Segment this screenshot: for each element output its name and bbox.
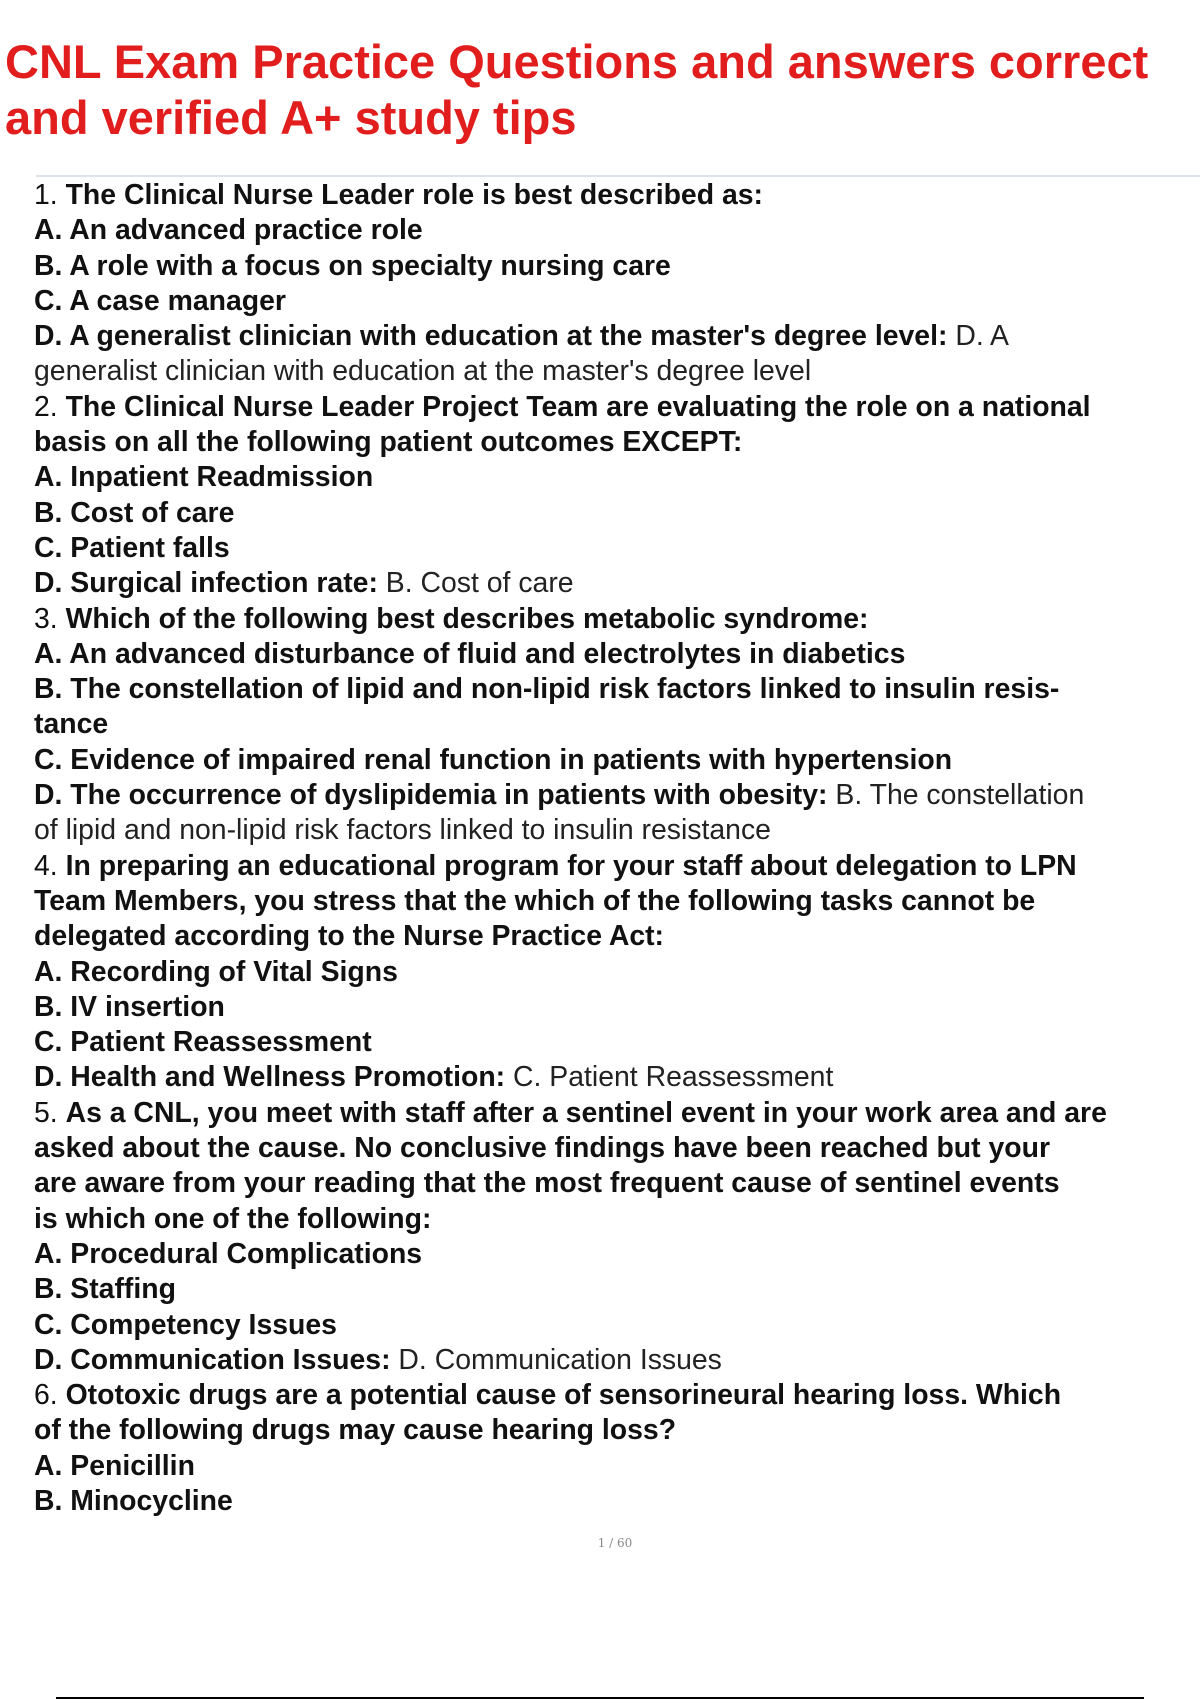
question-2-answer: B. Cost of care xyxy=(385,567,574,600)
question-5-option-b: B. Staffing xyxy=(34,1273,176,1306)
question-3-stem: 3. Which of the following best describes metabolic syndrome: xyxy=(34,602,869,635)
question-5-stem: 5. As a CNL, you meet with staff after a sentinel event in your work area and are xyxy=(34,1096,1107,1129)
question-2-option-d: D. Surgical infection rate: B. Cost of care xyxy=(34,567,574,600)
question-4-option-a: A. Recording of Vital Signs xyxy=(34,955,398,988)
question-5-stem-cont-3: is which one of the following: xyxy=(34,1202,432,1235)
question-4-option-b: B. IV insertion xyxy=(34,990,225,1023)
question-list xyxy=(34,178,1200,1519)
question-1-option-c: C. A case manager xyxy=(34,284,286,317)
question-5-option-d: D. Communication Issues: D. Communication Issues xyxy=(34,1343,722,1376)
question-5-answer: D. Communication Issues xyxy=(398,1343,722,1376)
question-1-option-d: D. A generalist clinician with education at the master's degree level: D. A xyxy=(34,320,1009,353)
question-5-option-a: A. Procedural Complications xyxy=(34,1237,423,1270)
question-4-option-d: D. Health and Wellness Promotion: C. Patient Reassessment xyxy=(34,1061,834,1094)
question-4-answer: C. Patient Reassessment xyxy=(513,1061,834,1094)
question-4-stem-cont-2: delegated according to the Nurse Practice Act: xyxy=(34,920,665,953)
footer-divider xyxy=(56,1697,1144,1699)
question-1-answer: D. A xyxy=(955,320,1009,353)
question-5-option-c: C. Competency Issues xyxy=(34,1308,337,1341)
title-line-1: CNL Exam Practice Questions and answers correct xyxy=(5,35,1149,88)
question-5-stem-cont-1: asked about the cause. No conclusive findings have been reached but your xyxy=(34,1132,1051,1165)
question-4-option-c: C. Patient Reassessment xyxy=(34,1026,372,1059)
question-3-answer-cont: of lipid and non-lipid risk factors linked to insulin resistance xyxy=(34,814,771,847)
question-2-stem-cont: basis on all the following patient outcomes EXCEPT: xyxy=(34,426,743,459)
title-line-2: and verified A+ study tips xyxy=(5,91,577,144)
question-3-option-d: D. The occurrence of dyslipidemia in patients with obesity: B. The constellation xyxy=(34,779,1085,812)
question-6-option-a: A. Penicillin xyxy=(34,1449,195,1482)
question-1-stem: 1. The Clinical Nurse Leader role is best described as: xyxy=(34,179,763,211)
question-2-option-a: A. Inpatient Readmission xyxy=(34,461,374,494)
question-5-stem-cont-2: are aware from your reading that the most frequent cause of sentinel events xyxy=(34,1167,1060,1200)
page-number: 1 / 60 xyxy=(597,1536,633,1550)
question-2-option-b: B. Cost of care xyxy=(34,496,235,529)
title-divider xyxy=(36,175,1200,177)
question-1-option-a: A. An advanced practice role xyxy=(34,214,423,247)
question-3-option-a: A. An advanced disturbance of fluid and electrolytes in diabetics xyxy=(34,637,906,670)
document-title xyxy=(5,34,1195,146)
question-3-option-b: B. The constellation of lipid and non-lipid risk factors linked to insulin resis- xyxy=(34,673,1060,706)
question-3-answer: B. The constellation xyxy=(835,779,1085,812)
question-3-option-b-cont: tance xyxy=(34,708,109,741)
question-6-option-b: B. Minocycline xyxy=(34,1484,233,1517)
question-1-option-b: B. A role with a focus on specialty nursing care xyxy=(34,249,671,282)
question-4-stem: 4. In preparing an educational program for your staff about delegation to LPN xyxy=(34,849,1077,882)
question-3-option-c: C. Evidence of impaired renal function in patients with hypertension xyxy=(34,743,953,776)
question-4-stem-cont-1: Team Members, you stress that the which of the following tasks cannot be xyxy=(34,884,1036,917)
question-2-option-c: C. Patient falls xyxy=(34,531,230,564)
question-2-stem: 2. The Clinical Nurse Leader Project Team are evaluating the role on a national xyxy=(34,390,1091,423)
question-6-stem: 6. Ototoxic drugs are a potential cause of sensorineural hearing loss. Which xyxy=(34,1379,1062,1412)
question-6-stem-cont: of the following drugs may cause hearing loss? xyxy=(34,1414,677,1447)
question-1-answer-cont: generalist clinician with education at the master's degree level xyxy=(34,355,812,388)
